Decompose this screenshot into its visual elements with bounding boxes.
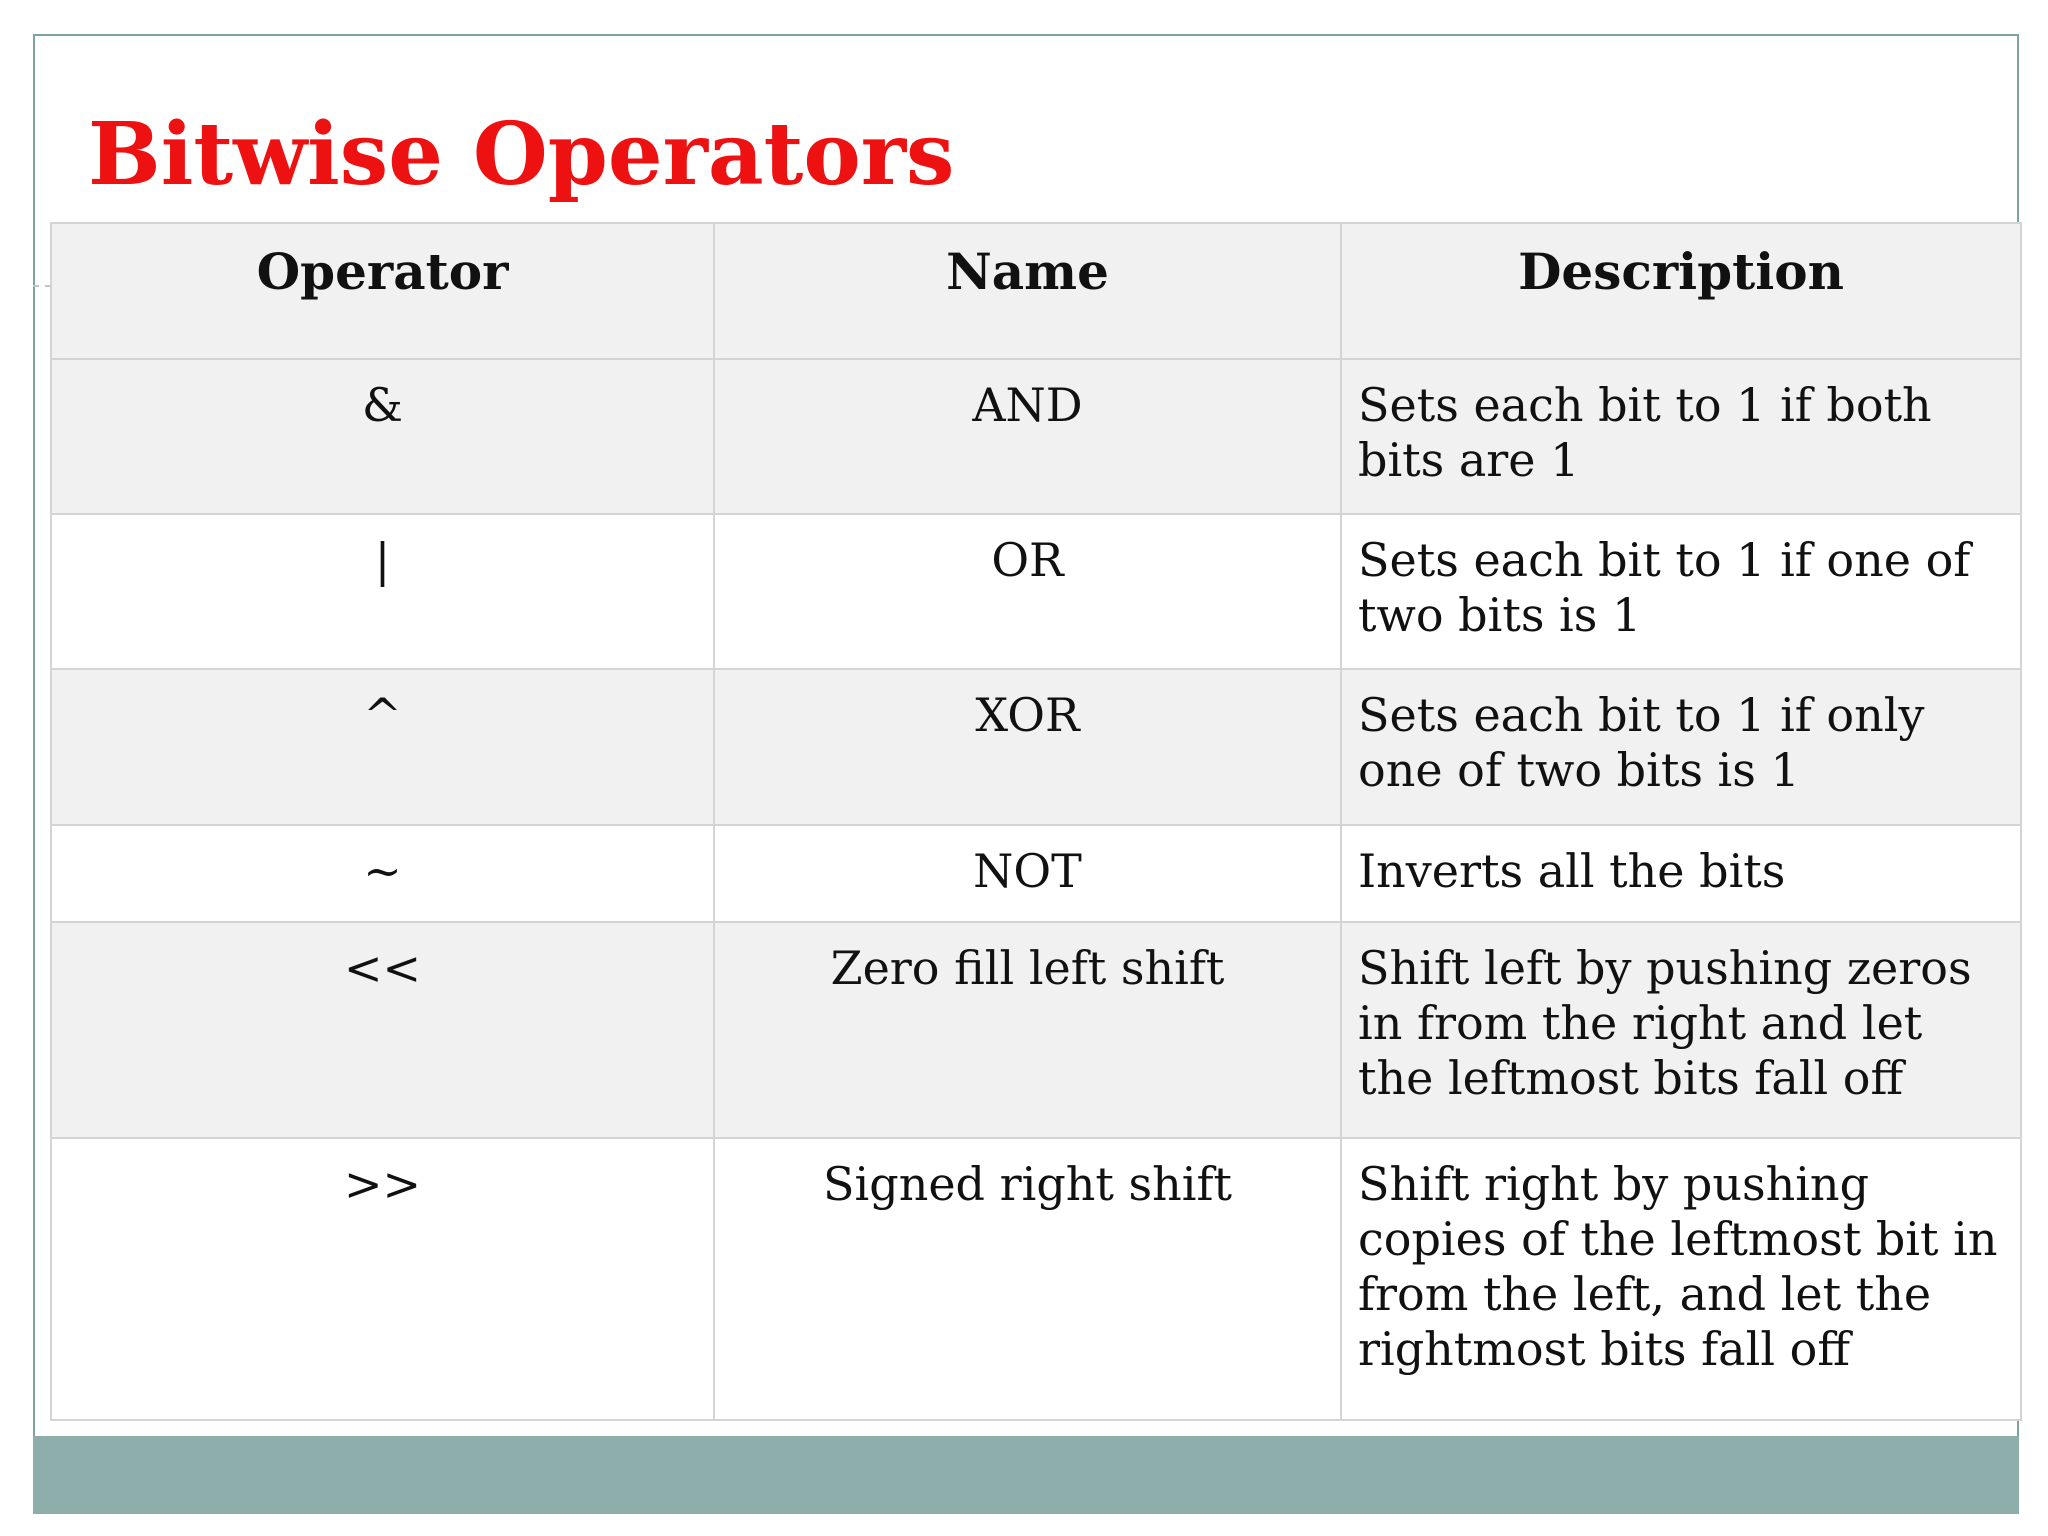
header-operator: Operator <box>51 223 714 359</box>
name-cell: OR <box>714 514 1341 669</box>
description-cell: Inverts all the bits <box>1341 825 2021 922</box>
header-name: Name <box>714 223 1341 359</box>
operator-cell: | <box>51 514 714 669</box>
operators-table <box>50 222 2022 1421</box>
operator-cell: << <box>51 922 714 1138</box>
header-description: Description <box>1341 223 2021 359</box>
slide-title: Bitwise Operators <box>88 104 955 205</box>
table-row <box>51 1138 2021 1420</box>
footer-accent-bar <box>33 1436 2019 1514</box>
name-cell: Zero fill left shift <box>714 922 1341 1138</box>
table-row <box>51 514 2021 669</box>
description-cell: Shift right by pushing copies of the leftmost bit in from the left, and let the rightmost bits fall off <box>1341 1138 2021 1420</box>
name-cell: NOT <box>714 825 1341 922</box>
name-cell: AND <box>714 359 1341 514</box>
name-cell: XOR <box>714 669 1341 825</box>
table-row <box>51 825 2021 922</box>
operator-cell: >> <box>51 1138 714 1420</box>
description-cell: Sets each bit to 1 if both bits are 1 <box>1341 359 2021 514</box>
table-row <box>51 922 2021 1138</box>
description-cell: Shift left by pushing zeros in from the right and let the leftmost bits fall off <box>1341 922 2021 1138</box>
table-row <box>51 359 2021 514</box>
operator-cell: ~ <box>51 825 714 922</box>
description-cell: Sets each bit to 1 if one of two bits is 1 <box>1341 514 2021 669</box>
decorative-tick <box>33 285 51 287</box>
operator-cell: & <box>51 359 714 514</box>
operator-cell: ^ <box>51 669 714 825</box>
table-row <box>51 669 2021 825</box>
table-header-row <box>51 223 2021 359</box>
name-cell: Signed right shift <box>714 1138 1341 1420</box>
description-cell: Sets each bit to 1 if only one of two bits is 1 <box>1341 669 2021 825</box>
